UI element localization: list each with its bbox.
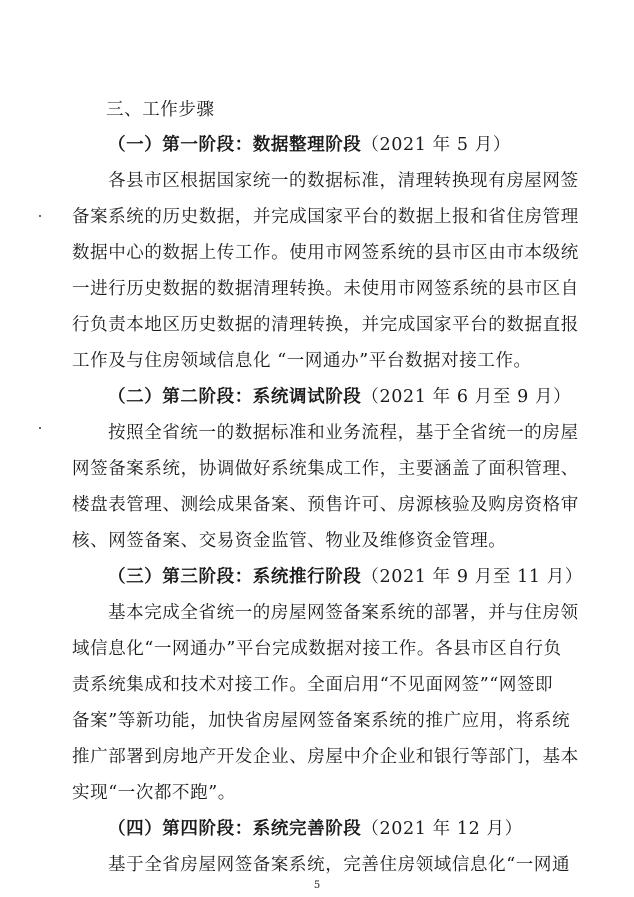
paragraph-line: 基于全省房屋网签备案系统，完善住房领域信息化“一网通 xyxy=(108,855,571,875)
paragraph-line: 域信息化“一网通办”平台完成数据对接工作。各县市区自行负 xyxy=(72,639,562,659)
paragraph-line: 基本完成全省统一的房屋网签备案系统的部署，并与住房领 xyxy=(108,603,579,623)
paragraph-line: 一进行历史数据的数据清理转换。未使用市网签系统的县市区自 xyxy=(72,279,579,299)
stage-2-label: （二）第二阶段：系统调试阶段 xyxy=(108,387,362,407)
margin-dot xyxy=(39,427,41,429)
stage-4-label: （四）第四阶段：系统完善阶段 xyxy=(108,819,362,839)
paragraph-line: 网签备案系统，协调做好系统集成工作，主要涵盖了面积管理、 xyxy=(72,459,579,479)
paragraph-line: 备案系统的历史数据，并完成国家平台的数据上报和省住房管理 xyxy=(72,207,579,227)
paragraph-line: 楼盘表管理、测绘成果备案、预售许可、房源核验及购房资格审 xyxy=(72,495,579,515)
paragraph-line: 行负责本地区历史数据的清理转换，并完成国家平台的数据直报 xyxy=(72,315,579,335)
paragraph-line: 推广部署到房地产开发企业、房屋中介企业和银行等部门，基本 xyxy=(72,747,579,767)
stage-2-date: （2021 年 6 月至 9 月） xyxy=(361,387,572,407)
section-title: 三、工作步骤 xyxy=(106,100,215,120)
paragraph-line: 备案”等新功能，加快省房屋网签备案系统的推广应用，将系统 xyxy=(72,711,571,731)
paragraph-line: 数据中心的数据上传工作。使用市网签系统的县市区由市本级统 xyxy=(72,243,579,263)
paragraph-line: 实现“一次都不跑”。 xyxy=(72,783,236,803)
paragraph-line: 工作及与住房领域信息化 “一网通办”平台数据对接工作。 xyxy=(72,351,532,371)
stage-4-heading xyxy=(108,815,608,843)
stage-1-date: （2021 年 5 月） xyxy=(361,135,511,155)
paragraph-line: 核、网签备案、交易资金监管、物业及维修资金管理。 xyxy=(72,531,507,551)
stage-1-heading xyxy=(108,131,608,159)
stage-3-date: （2021 年 9 月至 11 月） xyxy=(361,567,583,587)
stage-1-label: （一）第一阶段：数据整理阶段 xyxy=(108,135,362,155)
page-number: 5 xyxy=(313,880,321,891)
stage-3-label: （三）第三阶段：系统推行阶段 xyxy=(108,567,362,587)
stage-3-heading xyxy=(108,563,608,591)
paragraph-line: 责系统集成和技术对接工作。全面启用“不见面网签”“网签即 xyxy=(72,675,554,695)
stage-4-date: （2021 年 12 月） xyxy=(361,819,523,839)
paragraph-line: 各县市区根据国家统一的数据标准，清理转换现有房屋网签 xyxy=(108,171,579,191)
paragraph-line: 按照全省统一的数据标准和业务流程，基于全省统一的房屋 xyxy=(108,423,579,443)
stage-2-heading xyxy=(108,383,608,411)
margin-dot xyxy=(39,215,41,217)
